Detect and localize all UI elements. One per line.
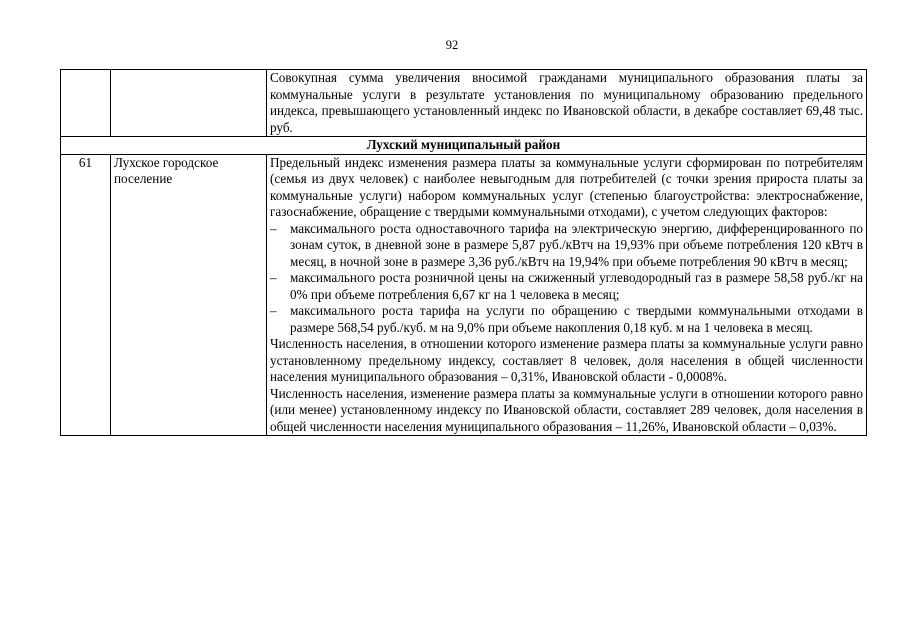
dash-marker: – [270,303,277,318]
settlement-name: Лухское городское поселение [111,154,267,436]
factor-item-waste [270,303,863,336]
intro-paragraph: Предельный индекс изменения размера платы за коммунальные услуги сформирован по потребителям (семья из двух человек) с наиболее невыгодным для потребителей (с точки зрения прироста платы за коммунальные услуги) набором коммунальных услуг (степенью благоустройства: электроснабжение, газоснабжение, обращение с твердыми коммунальными отходами), с учетом следующих факторов: [270,154,863,219]
population-paragraph-1: Численность населения, в отношении которого изменение размера платы за коммунальные услуги равно установленному предельному индексу, составляет 8 человек, доля населения в общей численности населения муниципального образования – 0,31%, Ивановской области - 0,0008%. [270,336,863,384]
section-title: Лухский муниципальный район [61,137,867,155]
cell-name-empty [111,70,267,137]
row-number: 61 [61,154,111,436]
table-row-continuation [61,70,867,137]
factor-text: максимального роста тарифа на услуги по обращению с твердыми коммунальными отходами в размере 568,54 руб./куб. м на 9,0% при объеме накопления 0,18 куб. м на 1 человека в месяц. [290,303,863,335]
dash-marker: – [270,220,277,236]
page-number: 92 [445,38,459,52]
factor-text: максимального роста розничной цены на сжиженный углеводородный газ в размере 58,58 руб./кг на 0% при объеме потребления 6,67 кг на 1 человека в месяц; [290,270,863,302]
section-row [61,137,867,155]
factor-text: максимального роста одноставочного тарифа на электрическую энергию, дифференцированного по зонам суток, в дневной зоне в размере 5,87 руб./кВтч на 19,93% при объеме потребления 120 кВтч в месяц, в ночной зоне в размере 3,36 руб./кВтч на 19,94% при объеме потребления 90 кВтч в месяц; [290,220,863,269]
table-row-61 [61,154,867,436]
population-paragraph-2: Численность населения, изменение размера платы за коммунальные услуги в отношении которого равно (или менее) установленному индексу по Ивановской области, составляет 289 человек, доля населения в общей численности населения муниципального образования – 11,26%, Ивановской области – 0,03%. [270,385,863,434]
dash-marker: – [270,270,277,285]
total-sum-paragraph: Совокупная сумма увеличения вносимой гражданами муниципального образования платы за коммунальные услуги в результате установления по муниципальному образованию предельного индекса, превышающего установленный индекс по Ивановской области, в декабре составляет 69,48 тыс. руб. [270,70,863,135]
cell-number-empty [61,70,111,137]
row-description [267,154,867,436]
factor-item-electricity [270,221,863,271]
document-table [60,69,867,436]
factor-item-gas [270,270,863,303]
cell-continuation-text [267,70,867,137]
